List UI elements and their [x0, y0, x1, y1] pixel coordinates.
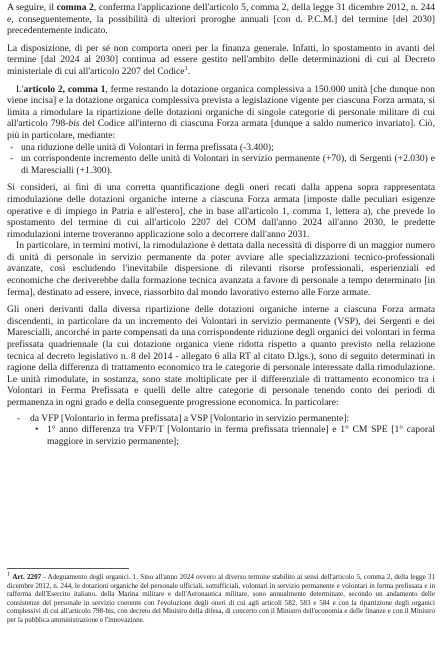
paragraph-oneri: Gli oneri derivanti dalla diversa ripartizione delle dotazioni organiche interne a ciascuna Forza armata discendenti, in particolare da un incremento dei Volontari in servizio permanente (VSP), dei Sergenti e dei Marescialli, ancorché in parte compensati da una corrispondente riduzione degli organici dei volontari in ferma prefissata quadriennale (la cui dotazione organica viene ridotta rispetto a quanto previsto nella relazione tecnica al decreto legislativo n. 8 del 2014 - allegato 6 alla RT al citato D.lgs.), sono di seguito determinati in ragione della differenza di trattamento economico tra le categorie di personale interessate dalla rimodulazione. Le unità rimodulate, in sostanza, sono state moltiplicate per il differenziale di trattamento economico tra i Volontari in Ferma Prefissata e quelli delle altre categorie di personale tenendo conto dei periodi di permanenza in ogni grado e della conseguente progressione economica. In particolare: [7, 304, 435, 408]
footnote-divider [7, 568, 129, 569]
footnote-ref[interactable]: 1 [184, 64, 188, 72]
paragraph-comma-2: A seguire, il comma 2, conferma l'applicazione dell'articolo 5, comma 2, della legge 31 dicembre 2012, n. 244 e, conseguentemente, la possibilità di ulteriori proroghe annuali [con d. P.C.M.] del termine [del 2030] precedentemente indicato. [7, 2, 436, 37]
list-item: - un corrispondente incremento delle unità di Volontari in servizio permanente (+70), di Sergenti (+2.030) e di Marescialli (+1.300). [7, 153, 435, 176]
paragraph-motivi: In particolare, in termini motivi, la rimodulazione è dettata dalla necessità di disporre di un maggior numero di unità di personale in servizio permanente da poter avviare alle specializzazioni tecnico-professionali avanzate, così escludendo l'inevitabile dispersione di rilevanti risorse professionali, esperienziali ed economiche che deriverebbe dalla formazione tecnica avanzata a favore di personale a tempo determinato [in ferma], destinato ad essere, invece, riassorbito dal mondo lavorativo esterno alle Forze armate. [7, 240, 435, 298]
paragraph-quantificazione: Si consideri, ai fini di una corretta quantificazione degli oneri recati dalla appena sopra rappresentata rimodulazione delle dotazioni organiche interne a ciascuna Forza armata [imposte dalle peculiari esigenze operative e di impiego in Patria e all'estero], che in base all'articolo 1, comma 1, lettera a), che prevede lo spostamento del termine di cui all'articolo 2207 del COM dall'anno 2024 all'anno 2030, le predette rimodulazioni interne troveranno applicazione solo a decorrere dall'anno 2031. [7, 182, 435, 240]
paragraph-disposizione: La disposizione, di per sé non comporta oneri per la finanza generale. Infatti, lo spostamento in avanti del termine [dal 2024 al 2030] continua ad essere gestito nell'ambito delle determinazioni di cui al Decreto ministeriale di cui all'articolo 2207 del Codice$^1$. [7, 42, 435, 77]
footnote: $^1$ Art. 2207 - Adeguamento degli organici. 1. Sino all'anno 2024 ovvero al diverso termine stabilito ai sensi dell'articolo 5, comma 2, della legge 31 dicembre 2012, n. 244, le dotazioni organiche del personale ufficiali, sottufficiali, volontari in servizio permanente e volontari in ferma prefissata e in rafferma dell'Esercito italiano, della Marina militare e dell'Aeronautica militare, sono annualmente determinate, secondo un andamento delle consistenze del personale in servizio coerente con l'evoluzione degli oneri di cui agli articoli 582, 583 e 584 e con la ripartizione degli organici complessivi di cui all'articolo 798-bis, con decreto del Ministro della difesa, di concerto con il Ministro dell'economia e delle finanze e con il Ministro per la pubblica amministrazione e l'innovazione. [7, 570, 435, 624]
sublist-bullets [7, 424, 435, 447]
list-item: - una riduzione delle unità di Volontari in ferma prefissata (-3.400); [7, 142, 435, 154]
bullet-item: • 1° anno differenza tra VFP/T [Volontario in ferma prefissata triennale] e 1° CM SPE [1° caporal maggiore in servizio permanente]; [35, 424, 435, 447]
sublist-item: - da VFP [Volontario in ferma prefissata] a VSP [Volontario in servizio permanente]: [17, 412, 350, 424]
bold-comma-2: comma 2 [56, 2, 94, 13]
sublist-vfp-vsp [7, 413, 435, 425]
paragraph-articolo-2: L'articolo 2, comma 1, ferme restando la dotazione organica complessiva a 150.000 unità [che dunque non viene incisa] e la dotazione organica complessiva prevista a legislazione vigente per ciascuna Forza armata, si limita a rimodulare la ripartizione delle dotazioni organiche di singole categorie di personale militare di cui all'articolo 798-bis del Codice all'interno di ciascuna Forza armata [dunque a saldo numerico invariato]. Ciò, più in particolare, mediante: [7, 83, 436, 141]
bold-articolo-2-comma-1: articolo 2, comma 1 [23, 83, 106, 95]
rimodulazione-list [7, 142, 435, 177]
